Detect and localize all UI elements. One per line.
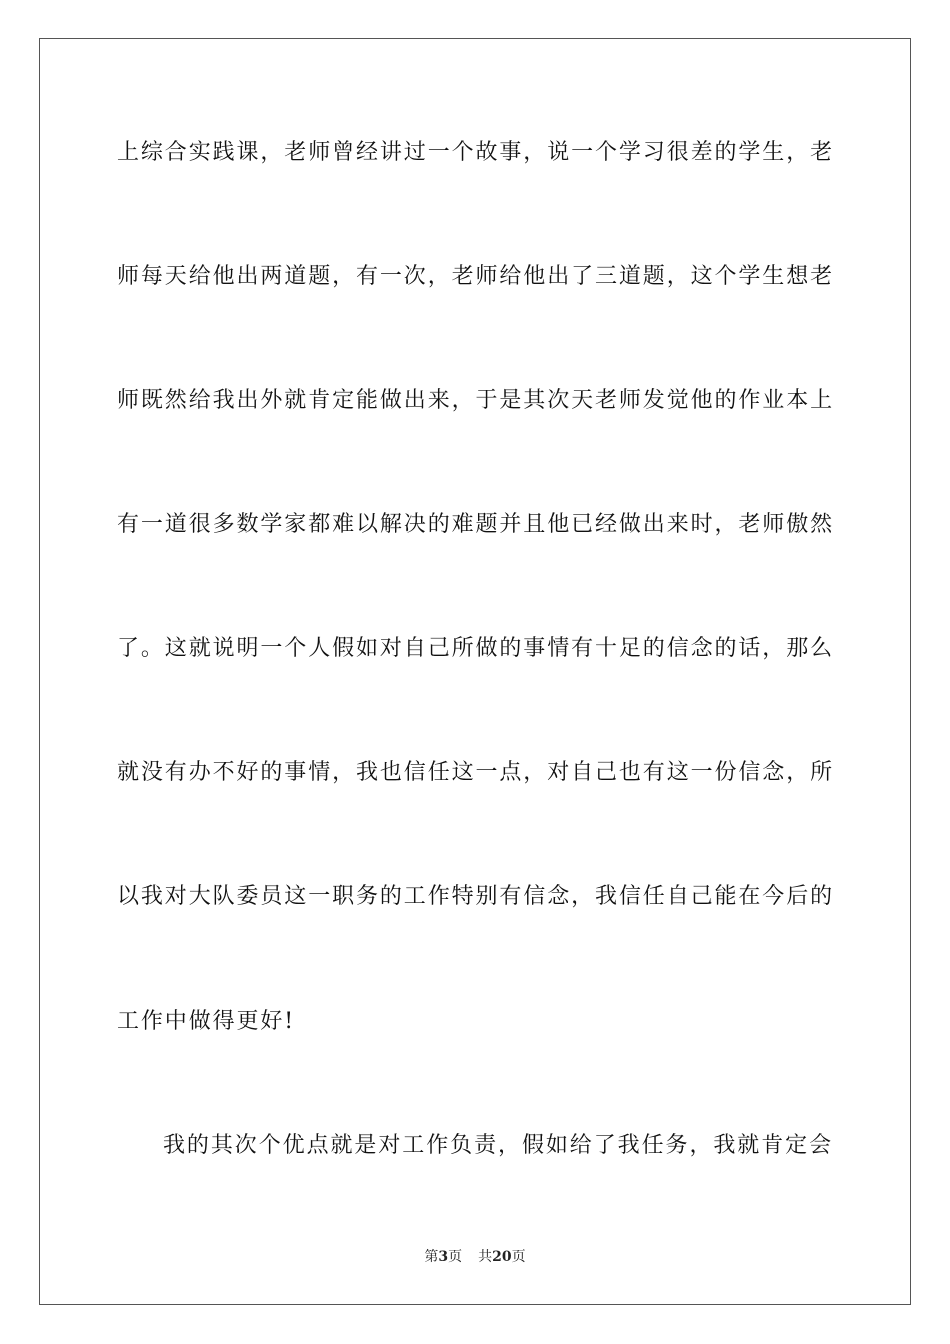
paragraph-line-8: 工作中做得更好! (117, 1009, 296, 1034)
paragraph-line-1: 上综合实践课，老师曾经讲过一个故事，说一个学习很差的学生，老 (117, 140, 835, 165)
paragraph-line-2: 师每天给他出两道题，有一次，老师给他出了三道题，这个学生想老 (117, 264, 835, 289)
total-pages: 20 (492, 1249, 512, 1265)
paragraph-line-5: 了。这就说明一个人假如对自己所做的事情有十足的信念的话，那么 (117, 636, 835, 661)
paragraph-line-9: 我的其次个优点就是对工作负责，假如给了我任务，我就肯定会 (163, 1133, 833, 1158)
page-footer (0, 1247, 950, 1267)
paragraph-line-4: 有一道很多数学家都难以解决的难题并且他已经做出来时，老师傲然 (117, 512, 835, 537)
paragraph-line-7: 以我对大队委员这一职务的工作特别有信念，我信任自己能在今后的 (117, 884, 835, 909)
page-prefix: 第 (424, 1249, 439, 1265)
total-suffix: 页 (511, 1249, 526, 1265)
page-number: 3 (438, 1249, 449, 1265)
paragraph-line-6: 就没有办不好的事情，我也信任这一点，对自己也有这一份信念，所 (117, 760, 835, 785)
page-suffix: 页 (448, 1249, 463, 1265)
total-prefix: 共 (478, 1249, 493, 1265)
paragraph-line-3: 师既然给我出外就肯定能做出来，于是其次天老师发觉他的作业本上 (117, 388, 835, 413)
page-border (39, 38, 911, 1305)
